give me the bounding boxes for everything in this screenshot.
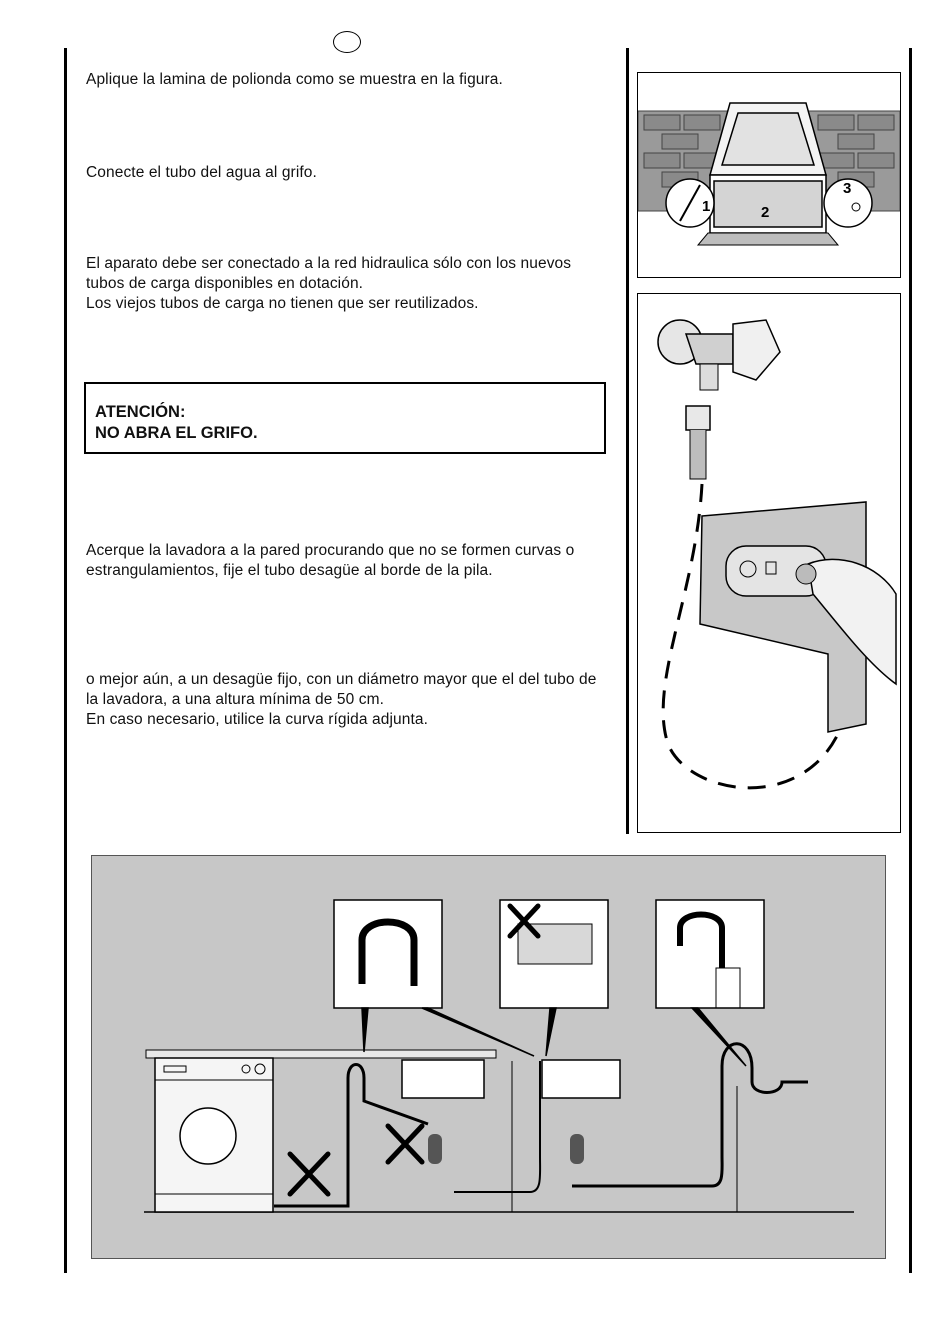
callout-2: 2 (761, 204, 770, 221)
inset-wrong-submerged (500, 900, 608, 1008)
warning-title: ATENCIÓN: (95, 403, 186, 421)
water-tap-icon (658, 320, 780, 390)
sink-2 (542, 1060, 620, 1164)
instruction-new-hoses: El aparato debe ser conectado a la red hidraulica sólo con los nuevos tubos de carga disponibles en dotación. Los viejos tubos de carga no tienen que ser reutilizados. (86, 255, 572, 312)
sink-1 (402, 1060, 484, 1164)
left-margin-line (64, 48, 67, 1273)
instruction-polionda: Aplique la lamina de polionda como se muestra en la figura. (86, 71, 503, 88)
instruction-connect-hose: Conecte el tubo del agua al grifo. (86, 164, 317, 181)
inset-correct-standpipe (656, 900, 764, 1008)
figure-polionda-sheet (637, 72, 901, 278)
callout-1: 1 (702, 198, 711, 215)
hose-connector (686, 406, 710, 479)
column-divider-line (626, 48, 629, 834)
right-margin-line (909, 48, 912, 1273)
language-indicator-circle (333, 31, 361, 53)
instruction-fixed-drain: o mejor aún, a un desagüe fijo, con un diámetro mayor que el del tubo de la lavadora, a una altura mínima de 50 cm. En caso necesario, utilice la curva rígida adjunta. (86, 671, 597, 728)
figure-drain-installation (91, 855, 886, 1259)
warning-box (84, 382, 606, 454)
instruction-drain-hose: Acerque la lavadora a la pared procurando que no se formen curvas o estrangulamientos, fije el tubo desagüe al borde de la pila. (86, 542, 575, 579)
inset-correct-loop (334, 900, 442, 1008)
washing-machine-icon (155, 1058, 273, 1212)
countertop (146, 1050, 496, 1058)
warning-text: NO ABRA EL GRIFO. (95, 424, 258, 442)
callout-3: 3 (843, 180, 852, 197)
wrong-cross-icon (290, 1126, 422, 1194)
washer-top (710, 103, 826, 175)
figure-tap-connection (637, 293, 901, 833)
